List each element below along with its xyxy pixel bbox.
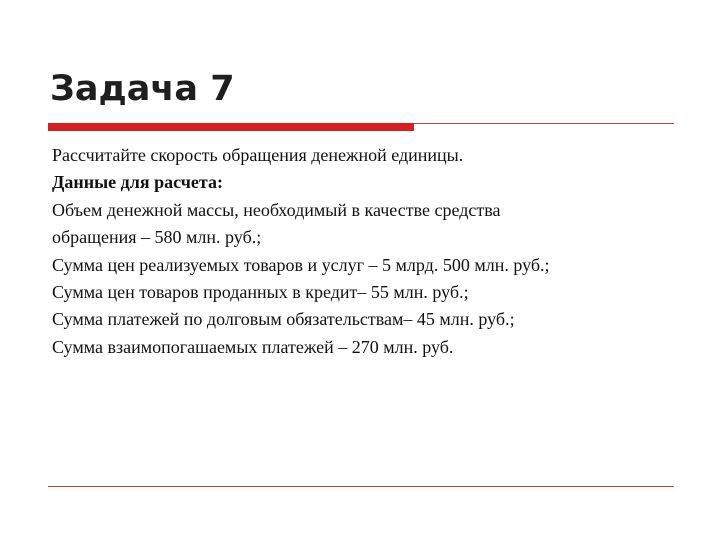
data-line-debt-payments: Сумма платежей по долговым обязательствам– 45 млн. руб.; bbox=[52, 309, 515, 330]
data-line-goods-prices: Сумма цен реализуемых товаров и услуг – 5 млрд. 500 млн. руб.; bbox=[52, 254, 550, 275]
data-heading: Данные для расчета: bbox=[52, 172, 223, 193]
title-underline-rule bbox=[414, 123, 674, 124]
data-line-credit-sales: Сумма цен товаров проданных в кредит– 55 млн. руб.; bbox=[52, 282, 469, 303]
slide-title: Задача 7 bbox=[50, 69, 235, 109]
slide-body bbox=[52, 142, 692, 361]
data-line-mutual-payments: Сумма взаимопогашаемых платежей – 270 млн. руб. bbox=[52, 336, 454, 357]
data-line-money-supply: Объем денежной массы, необходимый в качестве средства bbox=[52, 199, 501, 220]
task-statement: Рассчитайте скорость обращения денежной единицы. bbox=[52, 145, 464, 165]
title-underline-accent bbox=[48, 123, 414, 131]
data-line-money-supply-cont: обращения – 580 млн. руб.; bbox=[52, 227, 262, 248]
bottom-divider bbox=[48, 486, 674, 487]
